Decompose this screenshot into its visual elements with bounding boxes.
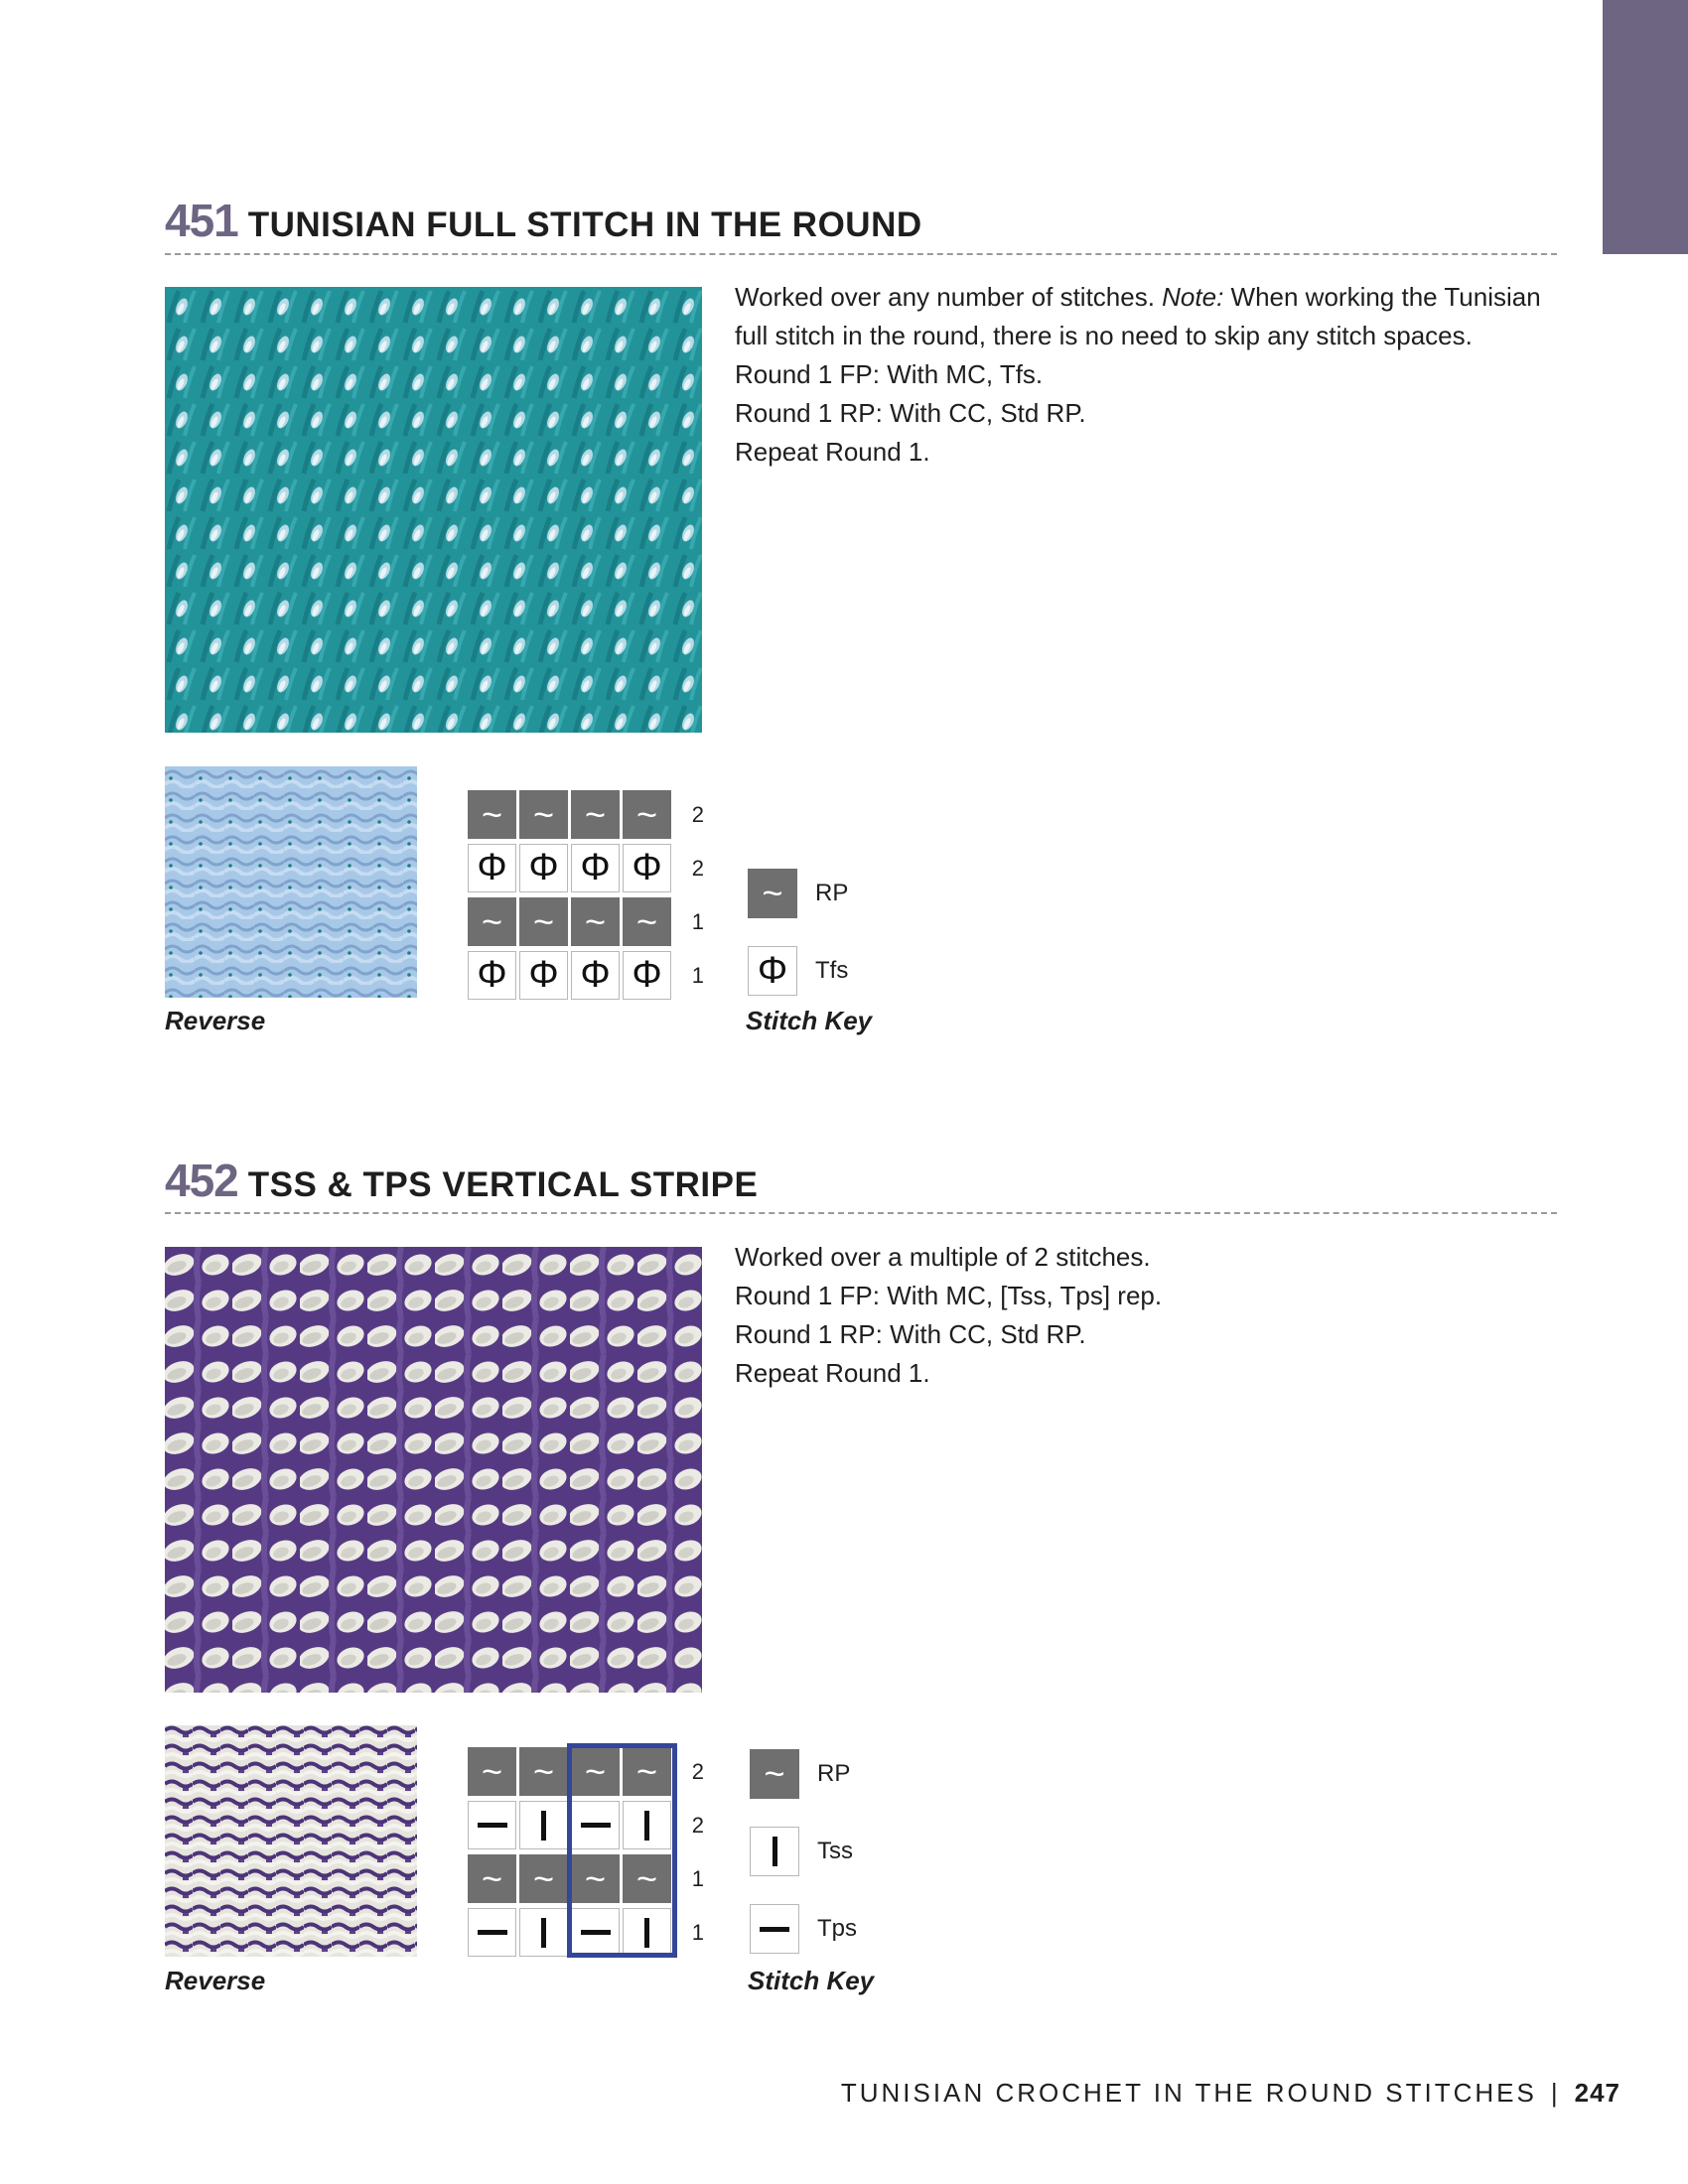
reverse-caption: Reverse bbox=[165, 1966, 266, 1995]
tfs-symbol-cell: Φ bbox=[468, 844, 516, 892]
tss-symbol-icon bbox=[750, 1827, 799, 1876]
swatch-photo-front bbox=[165, 287, 702, 733]
rp-symbol-cell: ~ bbox=[468, 790, 516, 839]
instruction-text: Worked over any number of stitches. bbox=[735, 282, 1163, 312]
key-label: RP bbox=[817, 1760, 851, 1787]
instructions-451 bbox=[735, 278, 1559, 472]
key-label: Tss bbox=[817, 1838, 853, 1864]
key-label: Tps bbox=[817, 1915, 858, 1942]
key-item-tfs bbox=[748, 946, 848, 996]
instruction-line: Repeat Round 1. bbox=[735, 1358, 930, 1388]
row-number: 2 bbox=[691, 855, 704, 881]
tfs-symbol-cell: Φ bbox=[571, 844, 620, 892]
swatch-photo-front bbox=[165, 1247, 702, 1693]
tss-symbol-cell bbox=[519, 1908, 568, 1957]
rp-symbol-cell: ~ bbox=[519, 790, 568, 839]
rp-symbol-cell: ~ bbox=[468, 1854, 516, 1903]
rp-symbol-cell: ~ bbox=[623, 790, 671, 839]
section-title-452 bbox=[165, 1154, 758, 1207]
running-title: TUNISIAN CROCHET IN THE ROUND STITCHES bbox=[840, 2078, 1537, 2108]
rp-symbol-cell: ~ bbox=[571, 1747, 620, 1796]
row-number: 1 bbox=[691, 962, 704, 988]
note-label: Note: bbox=[1162, 282, 1224, 312]
tfs-symbol-cell: Φ bbox=[571, 951, 620, 1000]
chart-row bbox=[468, 790, 704, 840]
page-number: 247 bbox=[1574, 2078, 1620, 2108]
key-label: Tfs bbox=[815, 957, 849, 984]
instruction-text: When working the Tunisian full stitch in the round, there is no need to skip any stitch spaces. bbox=[735, 282, 1541, 350]
instruction-line: Worked over a multiple of 2 stitches. bbox=[735, 1242, 1151, 1272]
tfs-symbol-cell: Φ bbox=[519, 951, 568, 1000]
row-number: 1 bbox=[691, 1919, 704, 1945]
tfs-symbol-cell: Φ bbox=[468, 951, 516, 1000]
tps-symbol-cell bbox=[468, 1801, 516, 1849]
stitch-name: TUNISIAN FULL STITCH IN THE ROUND bbox=[247, 205, 922, 244]
stitch-key-caption: Stitch Key bbox=[746, 1006, 873, 1035]
chart-row bbox=[468, 951, 704, 1001]
row-number: 2 bbox=[691, 1812, 704, 1838]
key-label: RP bbox=[815, 880, 849, 906]
chart-row bbox=[468, 844, 704, 893]
row-number: 1 bbox=[691, 1865, 704, 1891]
rp-symbol-cell: ~ bbox=[519, 897, 568, 946]
row-number: 2 bbox=[691, 801, 704, 827]
swatch-photo-reverse bbox=[165, 1725, 417, 1957]
rp-symbol-cell: ~ bbox=[468, 1747, 516, 1796]
key-item-tps bbox=[750, 1904, 857, 1954]
instruction-line: Round 1 RP: With CC, Std RP. bbox=[735, 398, 1086, 428]
section-divider bbox=[165, 1212, 1557, 1214]
rp-symbol-cell: ~ bbox=[623, 897, 671, 946]
section-title-451 bbox=[165, 194, 922, 247]
row-number: 1 bbox=[691, 908, 704, 934]
instruction-line: Round 1 FP: With MC, Tfs. bbox=[735, 359, 1044, 389]
rp-symbol-cell: ~ bbox=[623, 1747, 671, 1796]
stitch-chart-451 bbox=[468, 790, 704, 1005]
repeat-outline bbox=[567, 1743, 677, 1958]
chart-row bbox=[468, 897, 704, 947]
chapter-tab bbox=[1603, 0, 1688, 254]
reverse-caption: Reverse bbox=[165, 1006, 266, 1035]
instruction-line: Repeat Round 1. bbox=[735, 437, 930, 467]
rp-symbol-cell: ~ bbox=[623, 1854, 671, 1903]
key-item-rp bbox=[748, 869, 848, 918]
instructions-452 bbox=[735, 1238, 1559, 1393]
stitch-number: 451 bbox=[165, 195, 238, 246]
row-number: 2 bbox=[691, 1758, 704, 1784]
tss-symbol-cell bbox=[519, 1801, 568, 1849]
section-divider bbox=[165, 253, 1557, 255]
rp-symbol-cell: ~ bbox=[519, 1747, 568, 1796]
rp-symbol-icon: ~ bbox=[748, 869, 797, 918]
rp-symbol-cell: ~ bbox=[468, 897, 516, 946]
swatch-photo-reverse bbox=[165, 766, 417, 998]
footer-separator: | bbox=[1550, 2078, 1561, 2108]
tfs-symbol-cell: Φ bbox=[623, 844, 671, 892]
rp-symbol-cell: ~ bbox=[571, 790, 620, 839]
rp-symbol-icon: ~ bbox=[750, 1749, 799, 1799]
instruction-line: Round 1 RP: With CC, Std RP. bbox=[735, 1319, 1086, 1349]
rp-symbol-cell: ~ bbox=[519, 1854, 568, 1903]
instruction-line: Round 1 FP: With MC, [Tss, Tps] rep. bbox=[735, 1281, 1163, 1310]
tps-symbol-icon bbox=[750, 1904, 799, 1954]
rp-symbol-cell: ~ bbox=[571, 897, 620, 946]
tfs-symbol-icon: Φ bbox=[748, 946, 797, 996]
key-item-tss bbox=[750, 1827, 853, 1876]
tfs-symbol-cell: Φ bbox=[623, 951, 671, 1000]
tps-symbol-cell bbox=[468, 1908, 516, 1957]
tfs-symbol-cell: Φ bbox=[519, 844, 568, 892]
stitch-key-caption: Stitch Key bbox=[748, 1966, 875, 1995]
key-item-rp bbox=[750, 1749, 850, 1799]
rp-symbol-cell: ~ bbox=[571, 1854, 620, 1903]
stitch-number: 452 bbox=[165, 1155, 238, 1206]
page-footer bbox=[841, 2078, 1620, 2109]
stitch-name: TSS & TPS VERTICAL STRIPE bbox=[247, 1165, 759, 1204]
